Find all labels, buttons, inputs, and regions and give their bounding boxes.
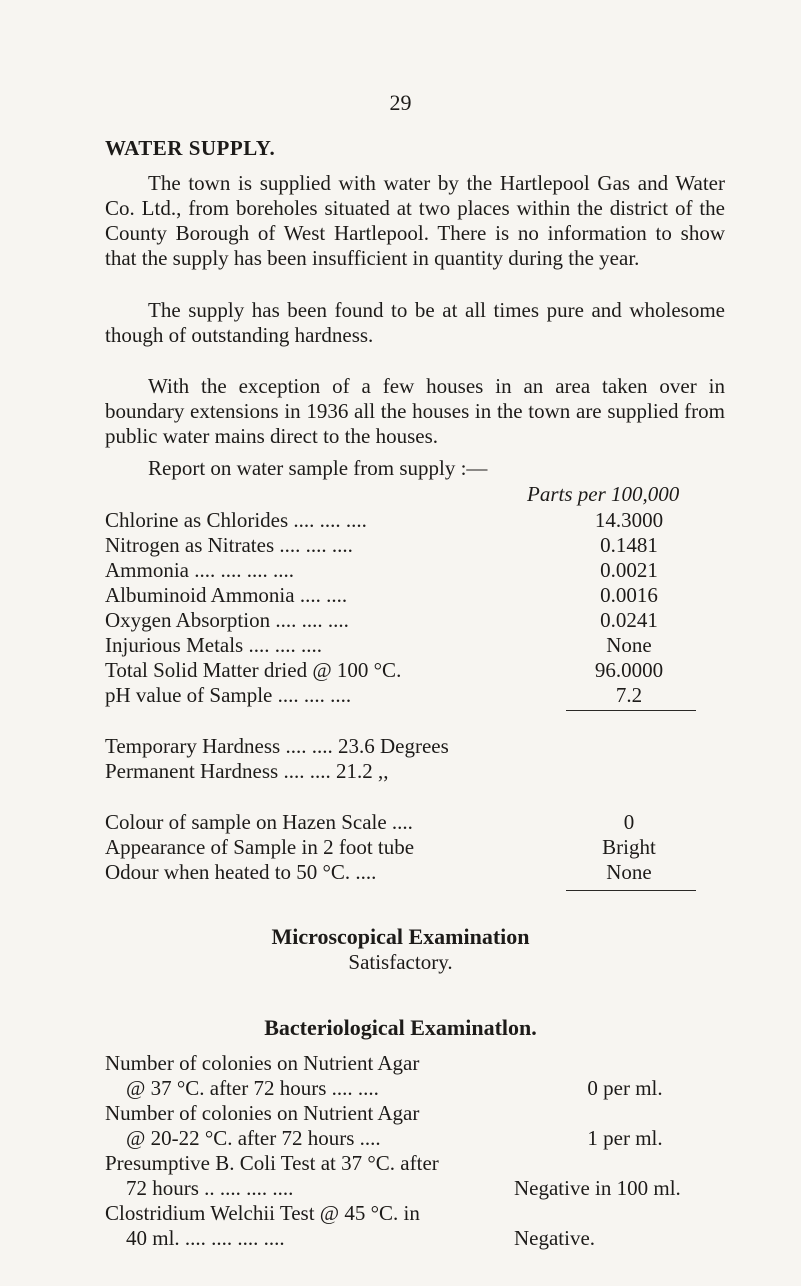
rule-analysis <box>566 710 696 711</box>
analysis-label: Nitrogen as Nitrates .... .... .... <box>105 533 353 557</box>
analysis-value: 7.2 <box>615 683 643 707</box>
bacteriological-label: Number of colonies on Nutrient Agar <box>105 1051 420 1075</box>
analysis-label: pH value of Sample .... .... .... <box>105 683 352 707</box>
analysis-label: Injurious Metals .... .... .... <box>105 633 322 657</box>
bacteriological-value: 1 per ml. <box>587 1126 663 1150</box>
physical-label: Odour when heated to 50 °C. .... <box>105 860 377 884</box>
hardness-permanent: Permanent Hardness .... .... 21.2 ,, <box>105 759 389 783</box>
analysis-value: 0.1481 <box>600 533 658 557</box>
bacteriological-label: 40 ml. .... .... .... .... <box>126 1226 285 1250</box>
physical-value: None <box>606 860 652 884</box>
physical-value: 0 <box>623 810 635 834</box>
bacteriological-label: 72 hours .. .... .... .... <box>126 1176 294 1200</box>
paragraph-mains: With the exception of a few houses in an area taken over in boundary extensions in 1936 all the houses in the town are supplied from public water mains direct to the houses. <box>105 374 725 448</box>
bacteriological-label: @ 37 °C. after 72 hours .... .... <box>126 1076 379 1100</box>
bacteriological-title: Bacteriological Examinatlon. <box>264 1015 537 1040</box>
physical-label: Appearance of Sample in 2 foot tube <box>105 835 415 859</box>
bacteriological-label: Clostridium Welchii Test @ 45 °C. in <box>105 1201 420 1225</box>
analysis-label: Ammonia .... .... .... .... <box>105 558 294 582</box>
bacteriological-value: 0 per ml. <box>587 1076 663 1100</box>
report-intro: Report on water sample from supply :— <box>148 456 488 480</box>
units-header: Parts per 100,000 <box>527 482 680 506</box>
bacteriological-value: Negative. <box>514 1226 596 1250</box>
analysis-label: Oxygen Absorption .... .... .... <box>105 608 349 632</box>
analysis-label: Albuminoid Ammonia .... .... <box>105 583 348 607</box>
rule-physical <box>566 890 696 891</box>
section-heading: WATER SUPPLY. <box>105 136 276 160</box>
paragraph-quality: The supply has been found to be at all times pure and wholesome though of outstanding hardness. <box>105 298 725 347</box>
physical-label: Colour of sample on Hazen Scale .... <box>105 810 413 834</box>
physical-value: Bright <box>602 835 656 859</box>
analysis-label: Chlorine as Chlorides .... .... .... <box>105 508 367 532</box>
microscopical-result: Satisfactory. <box>348 950 453 974</box>
analysis-value: 96.0000 <box>594 658 664 682</box>
bacteriological-label: @ 20-22 °C. after 72 hours .... <box>126 1126 381 1150</box>
analysis-value: None <box>606 633 652 657</box>
page-number: 29 <box>389 90 412 115</box>
analysis-value: 14.3000 <box>594 508 664 532</box>
bacteriological-label: Presumptive B. Coli Test at 37 °C. after <box>105 1151 439 1175</box>
bacteriological-value: Negative in 100 ml. <box>514 1176 681 1200</box>
bacteriological-label: Number of colonies on Nutrient Agar <box>105 1101 420 1125</box>
analysis-label: Total Solid Matter dried @ 100 °C. <box>105 658 402 682</box>
analysis-value: 0.0021 <box>600 558 658 582</box>
analysis-value: 0.0241 <box>600 608 658 632</box>
paragraph-supply: The town is supplied with water by the Hartlepool Gas and Water Co. Ltd., from boreholes situated at two places within the district of the County Borough of West Hartlepool. There is no information to show that the supply has been insufficient in quantity during the year. <box>105 171 725 270</box>
hardness-temporary: Temporary Hardness .... .... 23.6 Degrees <box>105 734 449 758</box>
microscopical-title: Microscopical Examination <box>271 924 530 949</box>
analysis-value: 0.0016 <box>600 583 658 607</box>
